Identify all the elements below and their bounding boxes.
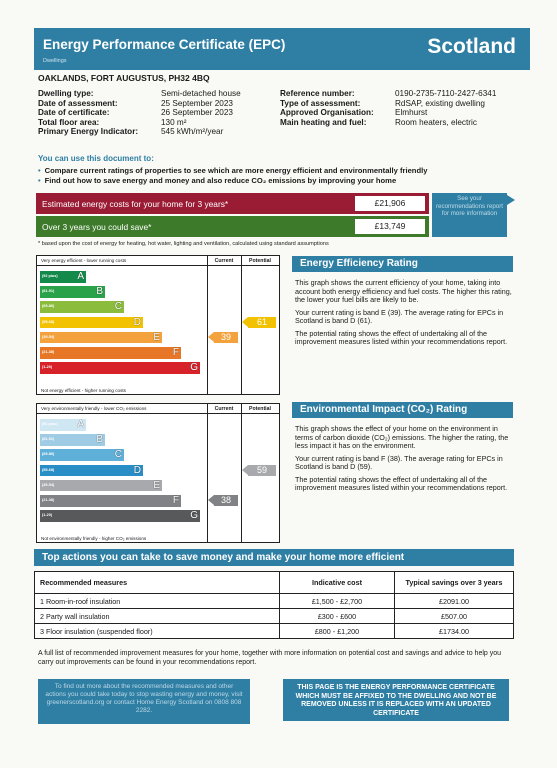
arrow-icon [507,195,515,205]
cost-footnote: * based upon the cost of energy for heating, hot water, lighting and ventilation, calculated using standard assumptions [38,241,329,247]
rating-band-c [40,449,124,461]
band-range: (1-20) [42,365,53,370]
detail-label: Type of assessment: [280,98,361,108]
band-range: (92 plus) [42,274,58,278]
use-bullet: • Find out how to save energy and money and also reduce CO₂ emissions by improving your home [38,175,397,185]
actions-table [34,571,514,639]
band-letter: B [96,434,103,446]
ei-paragraph: This graph shows the effect of your home on the environment in terms of carbon dioxide (CO₂) emissions. The higher the rating, the less impact it has on the environment. [295,424,509,450]
current-column-header: Current [214,406,234,412]
col-header: Typical savings over 3 years [395,572,514,594]
detail-label: Approved Organisation: [280,108,374,118]
saving-label: Over 3 years you could save* [42,222,152,232]
detail-value: 0190-2735-7110-2427-6341 [395,89,497,98]
ee-paragraph: Your current rating is band E (39). The average rating for EPCs in Scotland is band D (61). [295,307,504,325]
band-letter: D [133,464,141,476]
detail-row [280,89,496,99]
details-left [38,89,241,137]
country-label: Scotland [427,35,516,58]
current-rating-marker [214,495,238,506]
rating-band-a [40,419,86,431]
band-range: (69-80) [42,304,55,309]
rating-band-f [40,495,181,507]
band-range: (39-54) [42,334,55,339]
band-range: (81-91) [42,437,55,442]
potential-rating-marker [248,465,276,476]
detail-row [38,127,241,137]
potential-column-header: Potential [249,406,271,412]
detail-label: Dwelling type: [38,89,94,98]
measure-cell: 2 Party wall insulation [35,609,280,624]
band-range: (55-68) [42,319,55,324]
rating-band-e [40,332,162,344]
detail-label: Main heating and fuel: [280,117,367,127]
band-letter: D [133,316,141,328]
use-title: You can use this document to: [38,154,154,163]
col-header: Indicative cost [280,572,395,594]
detail-label: Date of certificate: [38,108,110,118]
band-letter: A [77,271,84,282]
ei-title: Environmental Impact (CO₂) Rating [292,402,513,418]
band-letter: F [172,495,179,506]
rating-band-e [40,480,162,492]
chart-top-label: Very environmentally friendly - lower CO₂ emissions [41,406,147,411]
band-letter: B [96,286,103,298]
rating-band-b [40,434,105,446]
band-range: (39-54) [42,482,55,487]
current-rating-marker [214,332,238,343]
rating-band-c [40,301,124,313]
detail-label: Date of assessment: [38,98,118,108]
band-range: (81-91) [42,289,55,294]
chart-bottom-label: Not environmentally friendly - higher CO₂ emissions [41,536,147,541]
detail-value: 26 September 2023 [161,108,233,118]
detail-value: Elmhurst [395,108,428,118]
property-address: OAKLANDS, FORT AUGUSTUS, PH32 4BQ [38,73,210,83]
detail-value: 25 September 2023 [161,98,233,108]
band-range: (92 plus) [42,422,58,426]
header-bar [34,28,530,70]
ee-paragraph: This graph shows the current efficiency of your home, taking into account both energy efficiency and fuel costs. The higher this rating, the lower your fuel bills are likely to be. [295,278,512,304]
measure-cell: 1 Room-in-roof insulation [35,594,280,609]
arrow-head-icon [208,495,214,505]
chart-bottom-label: Not energy efficient - higher running costs [41,388,126,393]
saving-row [36,216,429,237]
detail-label: Primary Energy Indicator: [38,127,139,137]
cost-cell: £1,500 - £2,700 [280,594,395,609]
current-column-header: Current [214,258,234,264]
recommendations-note: A full list of recommended improvement measures for your home, together with more information on potential cost and savings and advice to help you carry out improvements can be found in your recommendations report. [38,650,502,666]
see-recommendations-box: See your recommendations report for more information [432,193,507,237]
band-range: (21-38) [42,498,55,502]
band-letter: F [172,347,179,358]
use-bullet: • Compare current ratings of properties to see which are more energy efficient and environmentally friendly [38,166,428,175]
savings-cell: £2091.00 [395,594,514,609]
band-range: (21-38) [42,350,55,354]
measure-cell: 3 Floor insulation (suspended floor) [35,624,280,639]
detail-row [38,89,241,99]
find-out-more-box: To find out more about the recommended measures and other actions you could take today to stop wasting energy and money, visit greenerscotland.org or contact Home Energy Scotland on 0808 808 2282. [38,679,250,724]
detail-value: Semi-detached house [161,89,241,98]
saving-value: £13,749 [355,219,425,234]
detail-row [280,99,496,109]
rating-band-a [40,271,86,283]
band-range: (1-20) [42,513,53,518]
detail-label: Total floor area: [38,117,100,127]
arrow-head-icon [242,465,248,475]
potential-rating-marker-value: 61 [256,316,267,327]
band-range: (55-68) [42,467,55,472]
ei-description [295,425,513,497]
detail-value: 545 kWh/m²/year [161,127,224,137]
estimated-cost-label: Estimated energy costs for your home for 3 years* [42,199,229,209]
potential-column-header: Potential [249,258,271,264]
detail-value: Room heaters, electric [395,117,477,127]
ee-description [295,279,513,351]
band-letter: C [114,449,122,461]
detail-row [38,108,241,118]
savings-cell: £1734.00 [395,624,514,639]
cost-cell: £800 - £1,200 [280,624,395,639]
current-rating-marker-value: 39 [220,331,231,342]
actions-title: Top actions you can take to save money and make your home more efficient [34,549,514,566]
current-rating-marker-value: 38 [220,495,231,505]
estimated-cost-row [36,193,429,214]
band-letter: G [190,362,198,374]
detail-value: 130 m² [161,117,187,127]
certificate-notice: THIS PAGE IS THE ENERGY PERFORMANCE CERTIFICATE WHICH MUST BE AFFIXED TO THE DWELLING AND NOT BE REMOVED UNLESS IT IS REPLACED WITH AN UPDATED CERTIFICATE [283,679,509,721]
table-row [35,624,514,639]
use-bullets [38,166,427,185]
ee-title: Energy Efficiency Rating [292,256,513,272]
band-letter: G [190,510,198,522]
table-row [35,594,514,609]
rating-band-d [40,465,143,477]
detail-row [280,108,496,118]
document-title: Energy Performance Certificate (EPC) [43,37,286,52]
rating-band-g [40,362,200,374]
potential-rating-marker-value: 59 [256,464,267,475]
detail-label: Reference number: [280,89,355,98]
rating-band-g [40,510,200,522]
detail-row [38,118,241,128]
detail-value: RdSAP, existing dwelling [395,98,485,108]
environmental-impact-chart [36,403,280,543]
column-divider [207,404,208,542]
col-header: Recommended measures [35,572,280,594]
chart-top-label: Very energy efficient - lower running costs [41,258,127,263]
detail-row [280,118,496,128]
band-letter: A [77,419,84,430]
band-range: (69-80) [42,452,55,457]
rating-band-b [40,286,105,298]
rating-band-d [40,317,143,329]
cost-cell: £300 - £600 [280,609,395,624]
band-letter: E [153,479,160,491]
arrow-head-icon [208,332,214,342]
ei-paragraph: The potential rating shows the effect of undertaking all of the improvement measures listed within your recommendations report. [295,474,508,492]
band-letter: E [153,331,160,343]
detail-row [38,99,241,109]
estimated-cost-value: £21,906 [355,196,425,211]
savings-cell: £507.00 [395,609,514,624]
table-header-row [35,572,514,594]
energy-efficiency-chart [36,255,280,395]
document-subtitle: Dwellings [43,58,67,64]
rating-band-f [40,347,181,359]
ei-paragraph: Your current rating is band F (38). The average rating for EPCs in Scotland is band D (59). [295,453,503,471]
details-right [280,89,496,127]
arrow-head-icon [242,317,248,327]
table-row [35,609,514,624]
potential-rating-marker [248,317,276,328]
ee-paragraph: The potential rating shows the effect of undertaking all of the improvement measures listed within your recommendations report. [295,328,508,346]
column-divider [207,256,208,394]
band-letter: C [114,301,122,313]
